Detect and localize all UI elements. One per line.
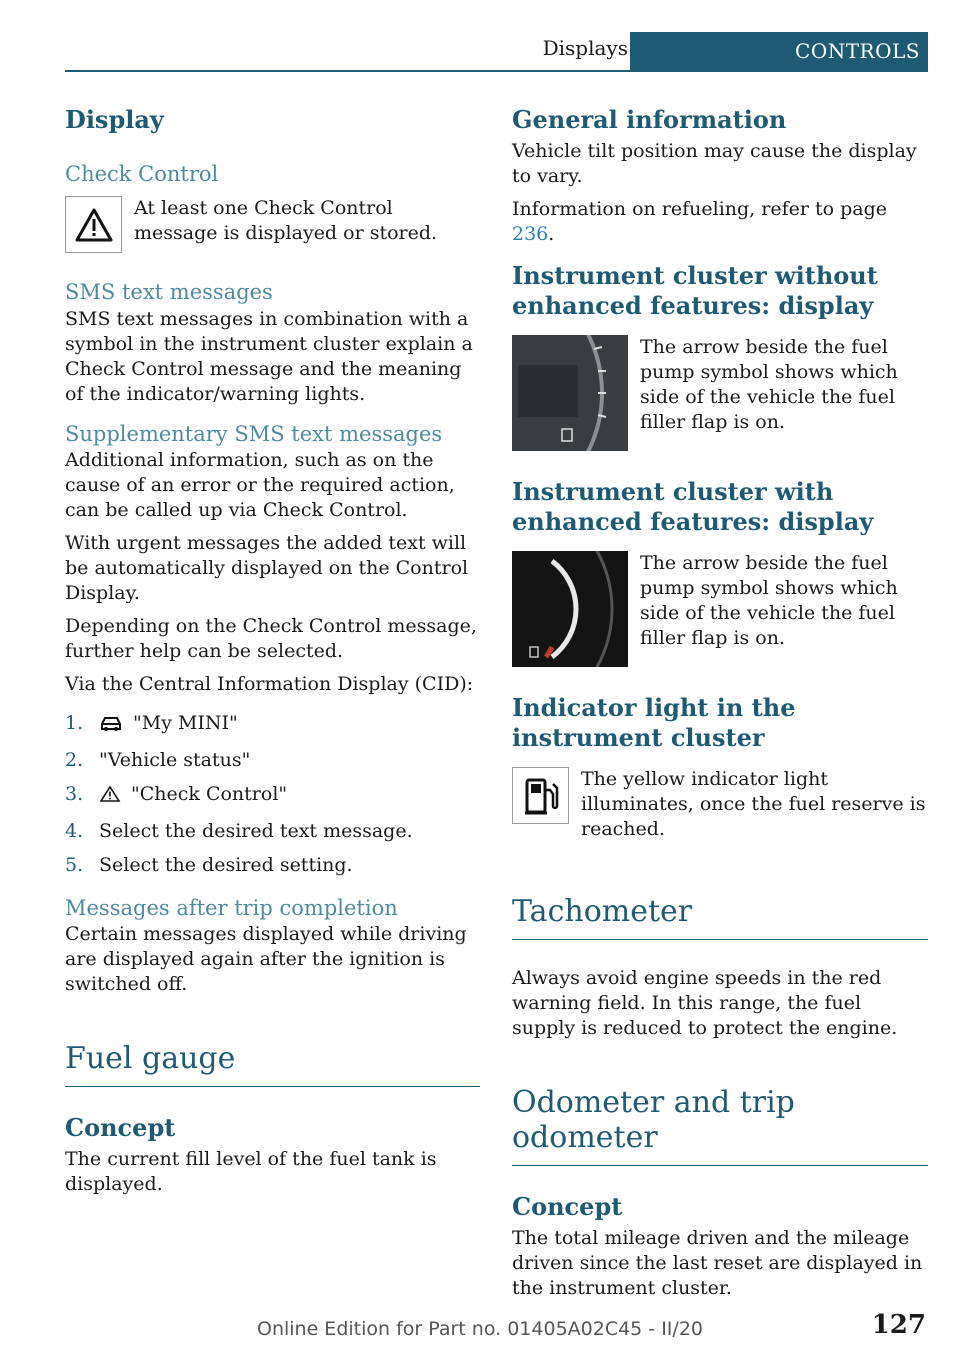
trip-heading: Messages after trip completion	[65, 895, 398, 920]
sms-text: SMS text messages in combination with a symbol in the instrument cluster explain a Check Control message and the meaning of the indicator/warning lights.	[65, 307, 473, 405]
supplementary-heading: Supplementary SMS text messages	[65, 421, 443, 446]
sms-heading: SMS text messages	[65, 280, 273, 305]
with-enhanced-heading: Instrument cluster with enhanced features: display	[512, 477, 874, 536]
supplementary-text-1: Additional information, such as on the cause of an error or the required action, can be called up via Check Control.	[65, 448, 455, 521]
tachometer-heading: Tachometer	[512, 894, 928, 940]
without-enhanced-heading: Instrument cluster without enhanced features: display	[512, 261, 878, 320]
right-column	[512, 105, 928, 1301]
indicator-text: The yellow indicator light illuminates, once the fuel reserve is reached.	[581, 768, 926, 840]
general-info-text-2: Information on refueling, refer to page 236.	[512, 198, 887, 245]
car-icon	[99, 714, 123, 739]
left-column	[65, 105, 480, 1197]
supplementary-text-2: With urgent messages the added text will be automatically displayed on the Control Display.	[65, 531, 469, 604]
fuel-gauge-heading: Fuel gauge	[65, 1041, 480, 1087]
indicator-figure	[512, 767, 928, 842]
general-info-text-1: Vehicle tilt position may cause the display to vary.	[512, 140, 917, 187]
supplementary-text-3: Depending on the Check Control message, further help can be selected.	[65, 614, 477, 662]
indicator-heading: Indicator light in the instrument cluster	[512, 693, 796, 752]
supplementary-text-4: Via the Central Information Display (CID):	[65, 672, 474, 695]
page-header	[65, 32, 928, 72]
odometer-concept-text: The total mileage driven and the mileage driven since the last reset are displayed in the instrument cluster.	[512, 1227, 923, 1299]
list-item: 5. Select the desired setting.	[65, 853, 353, 876]
tachometer-text: Always avoid engine speeds in the red warning field. In this range, the fuel supply is reduced to protect the engine.	[512, 967, 898, 1039]
without-enhanced-text: The arrow beside the fuel pump symbol shows which side of the vehicle the fuel filler flap is on.	[640, 336, 898, 433]
without-enhanced-figure	[512, 335, 928, 451]
list-item: 3. "Check Control"	[65, 782, 480, 810]
fuel-pump-icon	[512, 767, 569, 824]
step-text: "My MINI"	[133, 711, 238, 734]
step-text: "Check Control"	[131, 782, 288, 805]
page-number: 127	[871, 1310, 926, 1340]
warning-triangle-icon	[99, 785, 121, 810]
odometer-concept-heading: Concept	[512, 1192, 623, 1221]
list-item: 2. "Vehicle status"	[65, 748, 251, 771]
odometer-heading: Odometer and trip odometer	[512, 1085, 928, 1166]
fuel-gauge-image	[512, 335, 628, 451]
with-enhanced-figure	[512, 551, 928, 667]
concept-heading: Concept	[65, 1113, 176, 1143]
list-item: 4. Select the desired text message.	[65, 819, 413, 842]
cid-steps-list	[65, 711, 480, 878]
step-text: Select the desired setting.	[99, 853, 353, 876]
step-text: "Vehicle status"	[99, 748, 251, 771]
step-text: Select the desired text message.	[99, 819, 413, 842]
check-control-text: At least one Check Control message is displayed or stored.	[134, 197, 438, 245]
check-control-figure	[65, 196, 480, 253]
with-enhanced-text: The arrow beside the fuel pump symbol shows which side of the vehicle the fuel filler flap is on.	[640, 552, 898, 649]
header-section: Displays	[542, 36, 628, 60]
warning-triangle-icon	[65, 196, 122, 253]
trip-text: Certain messages displayed while driving are displayed again after the ignition is switched off.	[65, 923, 467, 996]
page-link[interactable]: 236	[512, 223, 549, 245]
check-control-heading: Check Control	[65, 162, 219, 186]
header-chapter: CONTROLS	[630, 32, 928, 70]
list-item: 1. "My MINI"	[65, 711, 480, 739]
fuel-gauge-enhanced-image	[512, 551, 628, 667]
general-info-heading: General information	[512, 105, 787, 134]
footer-edition: Online Edition for Part no. 01405A02C45 - II/20	[256, 1318, 703, 1340]
display-heading: Display	[65, 105, 164, 134]
concept-text: The current fill level of the fuel tank is displayed.	[65, 1148, 437, 1196]
